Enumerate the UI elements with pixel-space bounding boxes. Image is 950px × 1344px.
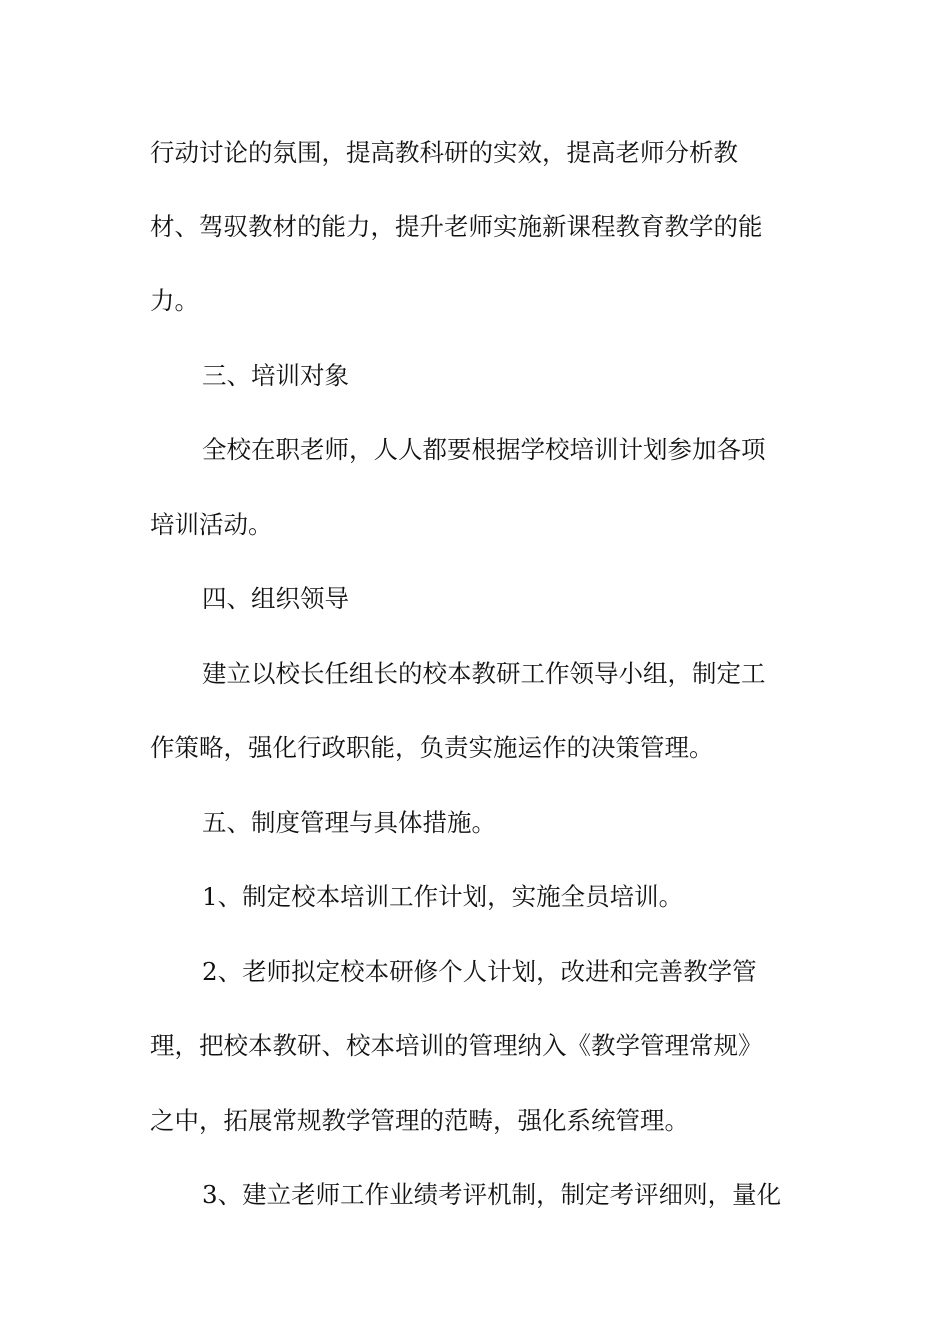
list-item: 3、建立老师工作业绩考评机制，制定考评细则，量化 (202, 1180, 782, 1209)
body-text-line: 行动讨论的氛围，提高教科研的实效，提高老师分析教 (150, 138, 738, 167)
body-text-line: 作策略，强化行政职能，负责实施运作的决策管理。 (150, 733, 714, 762)
list-item: 2、老师拟定校本研修个人计划，改进和完善教学管 (202, 957, 757, 986)
body-text-line: 力。 (150, 286, 199, 315)
body-text-line: 培训活动。 (150, 510, 273, 539)
body-text-line: 建立以校长任组长的校本教研工作领导小组，制定工 (202, 659, 766, 688)
body-text-line: 全校在职老师，人人都要根据学校培训计划参加各项 (202, 435, 766, 464)
section-heading: 五、制度管理与具体措施。 (202, 808, 496, 837)
body-text-line: 材、驾驭教材的能力，提升老师实施新课程教育教学的能 (150, 212, 763, 241)
body-text-line: 之中，拓展常规教学管理的范畴，强化系统管理。 (150, 1106, 689, 1135)
list-item: 1、制定校本培训工作计划，实施全员培训。 (202, 882, 684, 911)
body-text-line: 理，把校本教研、校本培训的管理纳入《教学管理常规》 (150, 1031, 763, 1060)
section-heading: 四、组织领导 (202, 584, 349, 613)
section-heading: 三、培训对象 (202, 361, 349, 390)
